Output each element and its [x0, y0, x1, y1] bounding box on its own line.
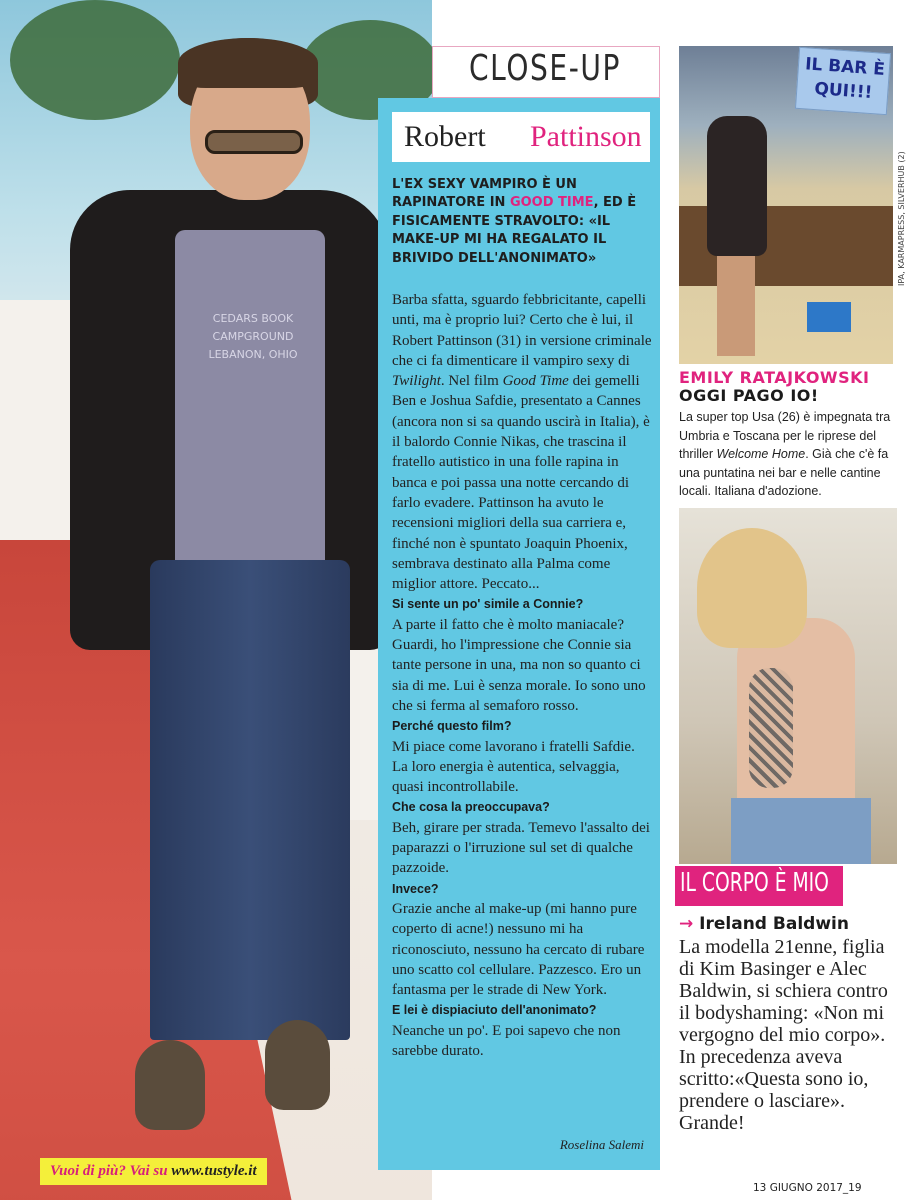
photo-ireland-baldwin [679, 508, 897, 864]
ireland-caption: La modella 21enne, figlia di Kim Basinger e Alec Baldwin, si schiera contro il bodyshaming: «Non mi vergogno del mio corpo». In precedenza aveva scritto:«Questa sono io, prendere o lasciare». Grande! [679, 936, 888, 1134]
answer-2: Mi piace come lavorano i fratelli Safdie. La loro energia è autentica, selvaggia, quasi incontrollabile. [392, 738, 635, 796]
promo-action: Vai su [129, 1163, 168, 1179]
question-3: Che cosa la preoccupava? [392, 800, 550, 815]
tshirt-print: CEDARS BOOK CAMPGROUND LEBANON, OHIO [208, 312, 298, 361]
section-title: CLOSE-UP [468, 48, 622, 89]
deck-text: L'EX SEXY VAMPIRO È UN RAPINATORE IN [392, 177, 577, 211]
ireland-jeans [731, 798, 871, 864]
ireland-hair [697, 528, 807, 648]
byline: Roselina Salemi [559, 1137, 644, 1152]
promo-url[interactable]: www.tustyle.it [171, 1163, 257, 1179]
blue-object [807, 302, 851, 332]
emily-caption: La super top Usa (26) è impegnata tra Umbria e Toscana per le riprese del thriller Welcome Home. Già che c'è fa una puntatina nei bar e nelle cantine locali. Italiana d'adozione. [679, 410, 891, 498]
answer-4: Grazie anche al make-up (mi hanno pure coperto di acne!) nessuno mi ha riconosciuto, nessuno ha cercato di rubare uno scatto col cellulare. Pazzesco. Ero un fantasma per le strade di New York. [392, 900, 645, 999]
arrow-icon: → [679, 914, 694, 934]
jeans [150, 560, 350, 1040]
tshirt [175, 230, 325, 580]
ireland-name: → Ireland Baldwin [679, 914, 849, 934]
answer-1: A parte il fatto che è molto maniacale? Guardi, ho l'impressione che Connie sia tante persone in una, ma non so quanto ci sia di me. Lui è senza morale. Io sono uno che si ferma al semaforo rosso. [392, 616, 646, 714]
emily-name: EMILY RATAJKOWSKI [679, 368, 870, 387]
bar-banner [795, 47, 891, 115]
answer-5: Neanche un po'. E poi sapevo che non sarebbe durato. [392, 1022, 621, 1059]
deck-text-2: , ED È FISICAMENTE STRAVOLTO: «IL MAKE-UP MI HA REGALATO IL BRIVIDO DELL'ANONIMATO» [392, 195, 637, 266]
subject-last-name: Pattinson [530, 120, 642, 153]
page-folio: 13 GIUGNO 2017_19 [753, 1182, 862, 1194]
photo-emily-ratajkowski [679, 46, 893, 364]
shoe-left [135, 1040, 205, 1130]
emily-figure [707, 116, 767, 256]
person-figure [40, 20, 380, 1130]
question-2: Perché questo film? [392, 719, 512, 734]
emily-headline: OGGI PAGO IO! [679, 386, 819, 405]
arm-tattoo [749, 668, 793, 788]
feature-deck [392, 176, 652, 268]
main-photo-robert-pattinson [0, 0, 432, 1200]
sunglasses [205, 130, 303, 154]
ireland-tag: IL CORPO È MIO [680, 868, 829, 898]
question-4: Invece? [392, 881, 439, 896]
emily-legs [717, 251, 755, 356]
deck-highlight: GOOD TIME [509, 195, 594, 211]
question-5: E lei è dispiaciuto dell'anonimato? [392, 1003, 597, 1018]
website-promo[interactable] [40, 1158, 267, 1185]
question-1: Si sente un po' simile a Connie? [392, 597, 584, 612]
shoe-right [265, 1020, 330, 1110]
subject-first-name: Robert [404, 120, 486, 153]
hair-top [178, 38, 318, 88]
banner-text: IL BAR È QUI!!! [804, 54, 886, 104]
article-intro: Barba sfatta, sguardo febbricitante, capelli unti, ma è proprio lui? Certo che è lui, il Robert Pattinson (31) in versione criminale che ci fa dimenticare il vampiro sexy di Twilight. Nel film Good Time dei gemelli Ben e Joshua Safdie, presentato a Cannes (ancora non si sa quando uscirà in Italia), è il balordo Connie Nikas, che trascina il fratello autistico in una folle rapina in banca e poi passa una notte cercando di farlo evadere. Pattinson ha avuto le recensioni migliori della sua carriera e, finché non è spuntato Joaquin Phoenix, sembrava destinato alla Palma come miglior attore. Peccato... [392, 292, 652, 593]
photo-credit: IPA, KARMAPRESS, SILVERHUB (2) [897, 151, 906, 286]
article-body [392, 290, 654, 1061]
promo-lead: Vuoi di più? [50, 1163, 126, 1179]
answer-3: Beh, girare per strada. Temevo l'assalto dei paparazzi o l'irruzione sul set di qualche pazzoide. [392, 819, 650, 877]
